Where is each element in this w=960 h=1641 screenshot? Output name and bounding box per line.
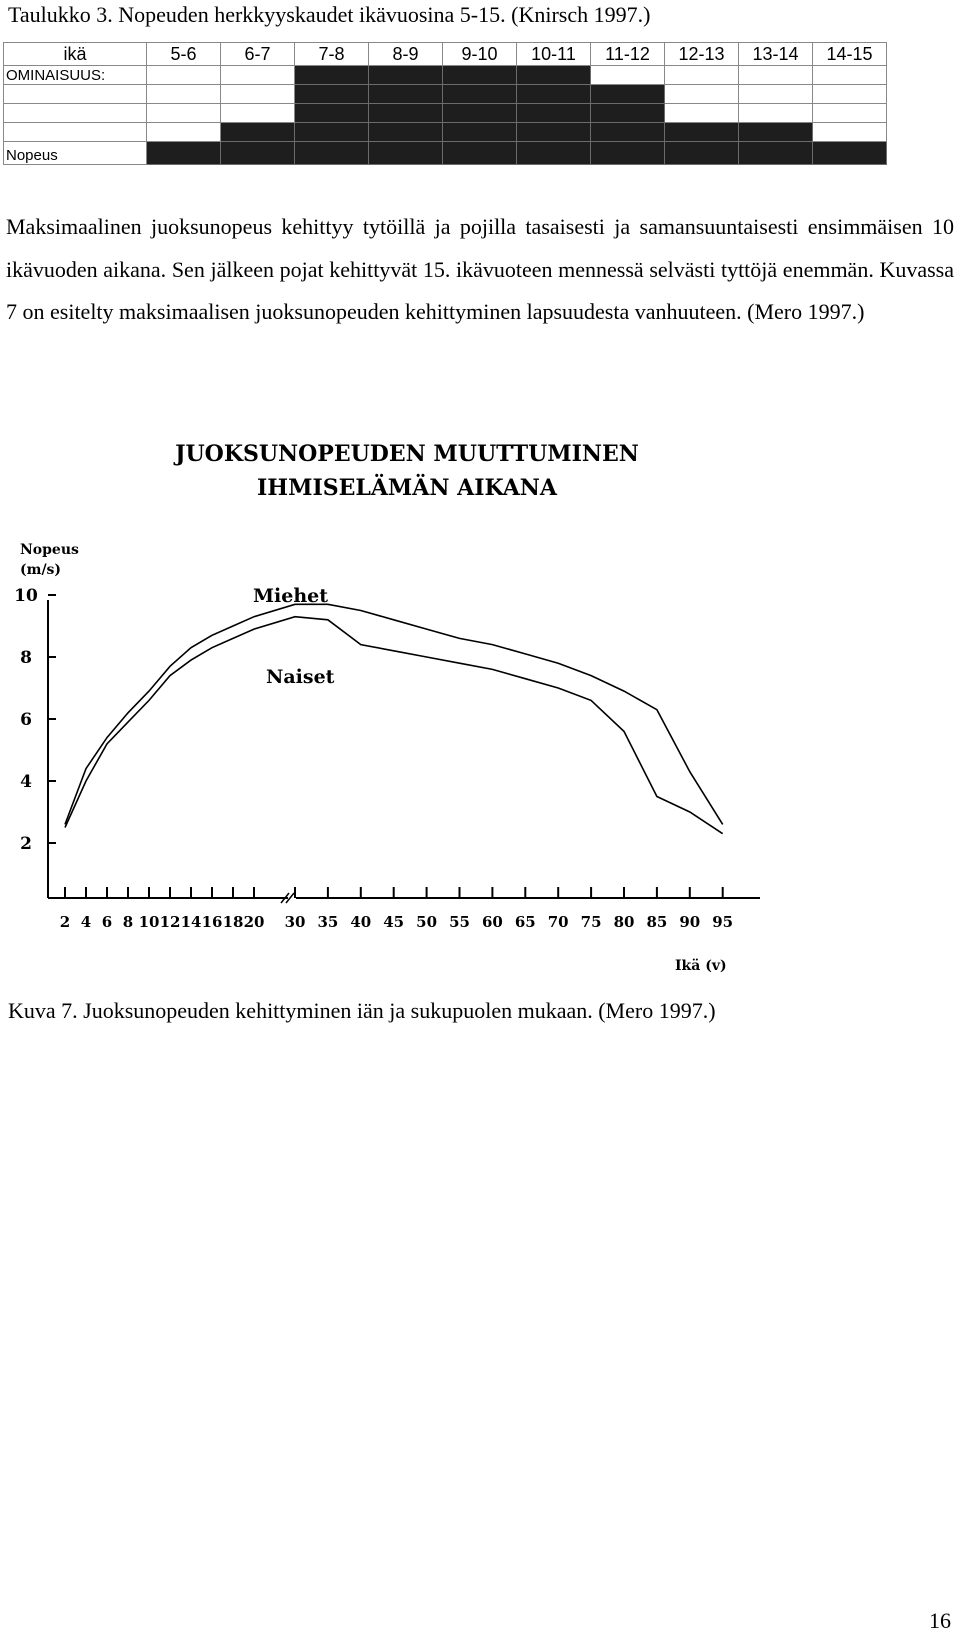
x-tick-label: 35 [317, 913, 339, 931]
sensitive-period-cell [517, 85, 591, 104]
y-axis-label-line-2: (m/s) [20, 562, 62, 578]
sensitive-period-cell [591, 123, 665, 142]
chart-axes [14, 586, 760, 931]
empty-cell [221, 104, 295, 123]
sensitive-period-cell [517, 142, 591, 165]
age-header: ikä [4, 43, 147, 66]
series-line-miehet [65, 604, 723, 824]
empty-cell [813, 85, 887, 104]
empty-cell [665, 85, 739, 104]
x-tick-label: 85 [646, 913, 668, 931]
sensitive-period-cell [443, 123, 517, 142]
y-tick-label: 6 [20, 710, 32, 730]
empty-cell [813, 66, 887, 85]
empty-cell [665, 104, 739, 123]
age-column-header: 8-9 [369, 43, 443, 66]
x-tick-label: 40 [350, 913, 372, 931]
sensitive-period-cell [443, 85, 517, 104]
running-speed-chart [0, 440, 960, 980]
age-column-header: 10-11 [517, 43, 591, 66]
empty-cell [739, 104, 813, 123]
row-label-cell [4, 85, 147, 104]
row-label-cell [4, 123, 147, 142]
sensitive-period-cell [369, 142, 443, 165]
sensitive-period-cell [295, 85, 369, 104]
sensitive-period-cell [591, 85, 665, 104]
x-tick-label: 70 [547, 913, 569, 931]
x-tick-label: 50 [416, 913, 438, 931]
row-label-nopeus: Nopeus [4, 142, 147, 165]
sensitive-period-cell [591, 104, 665, 123]
y-tick-label: 10 [14, 586, 38, 606]
sensitive-period-cell [665, 123, 739, 142]
sensitive-period-cell [517, 66, 591, 85]
sensitive-period-cell [517, 123, 591, 142]
x-tick-label: 2 [59, 913, 71, 931]
y-axis-label-line-1: Nopeus [20, 542, 79, 558]
x-tick-label: 65 [514, 913, 536, 931]
x-tick-label: 45 [383, 913, 405, 931]
sensitive-period-cell [147, 142, 221, 165]
sensitive-period-cell [443, 66, 517, 85]
age-column-header: 7-8 [295, 43, 369, 66]
x-tick-label: 14 [180, 913, 202, 931]
age-column-header: 12-13 [665, 43, 739, 66]
y-tick-label: 8 [20, 648, 32, 668]
x-axis-label: Ikä (v) [675, 958, 727, 974]
empty-cell [591, 66, 665, 85]
series-labels [253, 585, 335, 688]
sensitive-period-cell [295, 66, 369, 85]
x-tick-label: 30 [284, 913, 306, 931]
sensitive-period-cell [369, 123, 443, 142]
empty-cell [221, 66, 295, 85]
body-paragraph: Maksimaalinen juoksunopeus kehittyy tytöillä ja pojilla tasaisesti ja samansuuntaisesti ensimmäisen 10 ikävuoden aikana. Sen jälkeen pojat kehittyvät 15. ikävuoteen mennessä selvästi tyttöjä enemmän. Kuvassa 7 on esitelty maksimaalisen juoksunopeuden kehittyminen lapsuudesta vanhuuteen. (Mero 1997.) [6, 214, 954, 324]
figure-caption: Kuva 7. Juoksunopeuden kehittyminen iän ja sukupuolen mukaan. (Mero 1997.) [8, 998, 716, 1023]
age-column-header: 9-10 [443, 43, 517, 66]
sensitive-period-cell [739, 142, 813, 165]
sensitive-period-cell [295, 123, 369, 142]
x-tick-label: 60 [481, 913, 503, 931]
sensitivity-table [3, 42, 887, 165]
table-row [4, 85, 887, 104]
x-tick-label: 16 [201, 913, 223, 931]
table-row [4, 104, 887, 123]
sensitive-period-cell [221, 142, 295, 165]
age-column-header: 14-15 [813, 43, 887, 66]
sensitive-period-cell [295, 104, 369, 123]
empty-cell [221, 85, 295, 104]
x-tick-label: 80 [613, 913, 635, 931]
x-tick-label: 6 [101, 913, 113, 931]
empty-cell [813, 104, 887, 123]
sensitive-period-cell [739, 123, 813, 142]
sensitive-period-cell [591, 142, 665, 165]
x-tick-label: 55 [449, 913, 470, 931]
age-column-header: 5-6 [147, 43, 221, 66]
y-tick-label: 2 [20, 834, 32, 854]
empty-cell [739, 66, 813, 85]
empty-cell [147, 104, 221, 123]
sensitive-period-cell [295, 142, 369, 165]
page-number: 16 [929, 1608, 951, 1633]
sensitive-period-cell [221, 123, 295, 142]
table-row [4, 123, 887, 142]
chart-lines [65, 604, 723, 833]
empty-cell [147, 66, 221, 85]
sensitive-period-cell [665, 142, 739, 165]
series-label-naiset: Naiset [266, 666, 335, 688]
x-tick-label: 20 [243, 913, 265, 931]
x-tick-label: 8 [122, 913, 134, 931]
table-caption: Taulukko 3. Nopeuden herkkyyskaudet ikävuosina 5-15. (Knirsch 1997.) [8, 2, 651, 27]
chart-title-line-1: JUOKSUNOPEUDEN MUUTTUMINEN [175, 441, 639, 467]
sensitive-period-cell [369, 66, 443, 85]
y-tick-label: 4 [20, 772, 32, 792]
empty-cell [147, 85, 221, 104]
series-line-naiset [65, 617, 723, 834]
empty-cell [147, 123, 221, 142]
sensitive-period-cell [813, 142, 887, 165]
sensitive-period-cell [443, 142, 517, 165]
series-label-miehet: Miehet [253, 585, 329, 607]
x-tick-label: 95 [712, 913, 734, 931]
chart-title-line-2: IHMISELÄMÄN AIKANA [257, 475, 557, 501]
x-tick-label: 4 [80, 913, 92, 931]
x-tick-label: 75 [580, 913, 602, 931]
empty-cell [665, 66, 739, 85]
x-tick-label: 12 [159, 913, 181, 931]
sensitive-period-cell [517, 104, 591, 123]
sensitive-period-cell [369, 85, 443, 104]
table-row [4, 66, 887, 85]
x-tick-label: 90 [679, 913, 701, 931]
empty-cell [813, 123, 887, 142]
x-tick-label: 18 [222, 913, 244, 931]
table-row [4, 142, 887, 165]
sensitive-period-cell [369, 104, 443, 123]
empty-cell [739, 85, 813, 104]
age-column-header: 11-12 [591, 43, 665, 66]
table-header-row [4, 43, 887, 66]
x-tick-label: 10 [138, 913, 160, 931]
property-header: OMINAISUUS: [4, 66, 147, 85]
age-column-header: 6-7 [221, 43, 295, 66]
age-column-header: 13-14 [739, 43, 813, 66]
row-label-cell [4, 104, 147, 123]
sensitive-period-cell [443, 104, 517, 123]
